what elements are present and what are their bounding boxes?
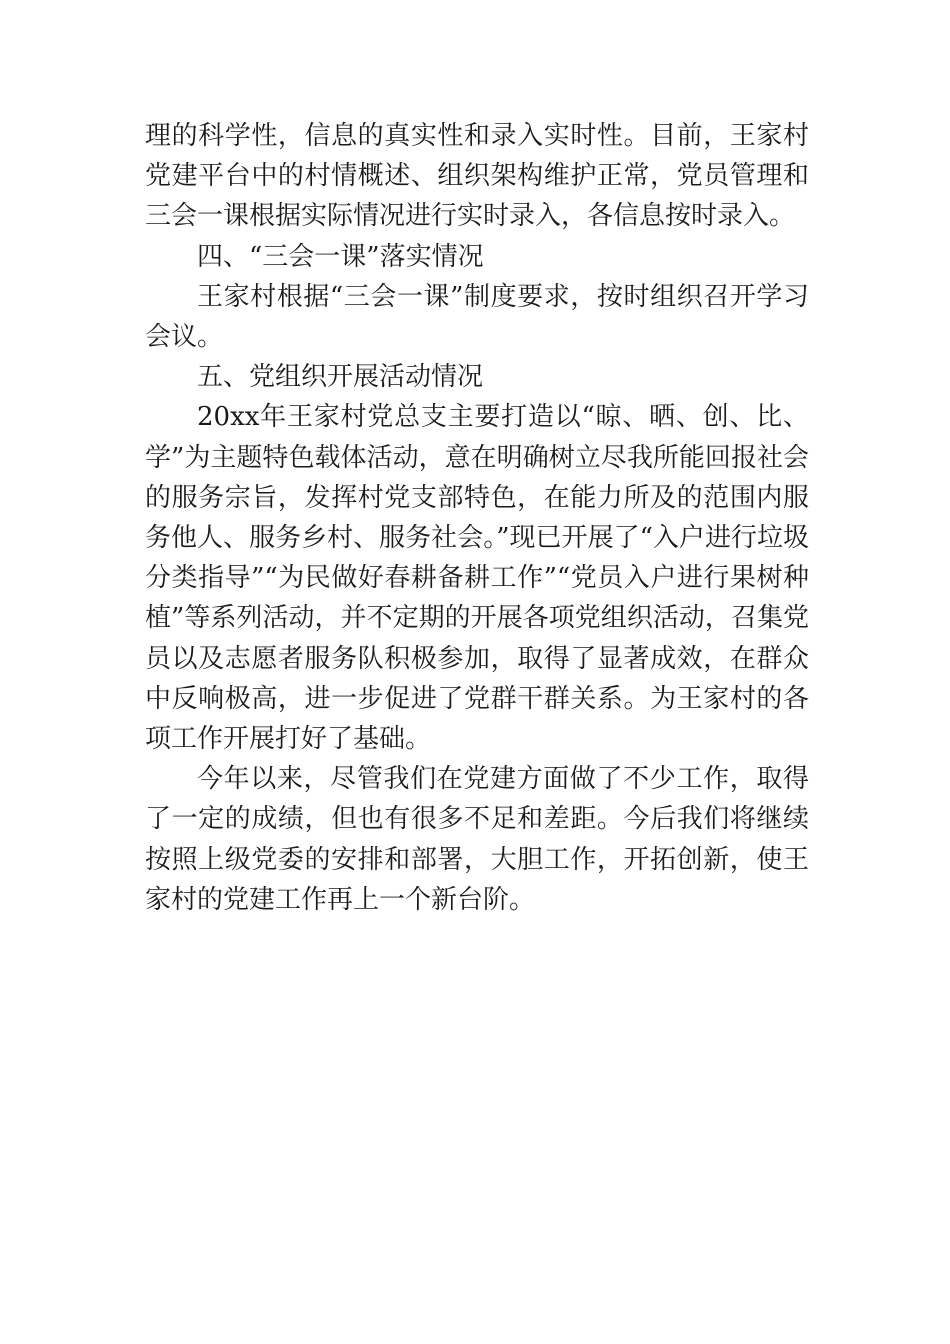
section-heading-four: 四、“三会一课”落实情况 [197,241,484,272]
paragraph-three-meetings: 王家村根据“三会一课”制度要求，按时组织召开学习会议。 [145,281,809,353]
paragraph-conclusion: 今年以来，尽管我们在党建方面做了不少工作，取得了一定的成绩，但也有很多不足和差距。今后我们将继续按照上级党委的安排和部署，大胆工作，开拓创新，使王家村的党建工作再上一个新台阶。 [145,764,809,915]
paragraph-continuation: 理的科学性，信息的真实性和录入实时性。目前，王家村党建平台中的村情概述、组织架构维护正常，党员管理和三会一课根据实际情况进行实时录入，各信息按时录入。 [145,121,809,232]
section-heading-five: 五、党组织开展活动情况 [197,362,484,393]
paragraph-activities: 20xx年王家村党总支主要打造以“晾、晒、创、比、学”为主题特色载体活动，意在明确树立尽我所能回报社会的服务宗旨，发挥村党支部特色，在能力所及的范围内服务他人、服务乡村、服务社会。”现已开展了“入户进行垃圾分类指导”“为民做好春耕备耕工作”“党员入户进行果树种植”等系列活动，并不定期的开展各项党组织活动，召集党员以及志愿者服务队积极参加，取得了显著成效，在群众中反响极高，进一步促进了党群干群关系。为王家村的各项工作开展打好了基础。 [145,402,809,755]
document-body [145,116,809,920]
